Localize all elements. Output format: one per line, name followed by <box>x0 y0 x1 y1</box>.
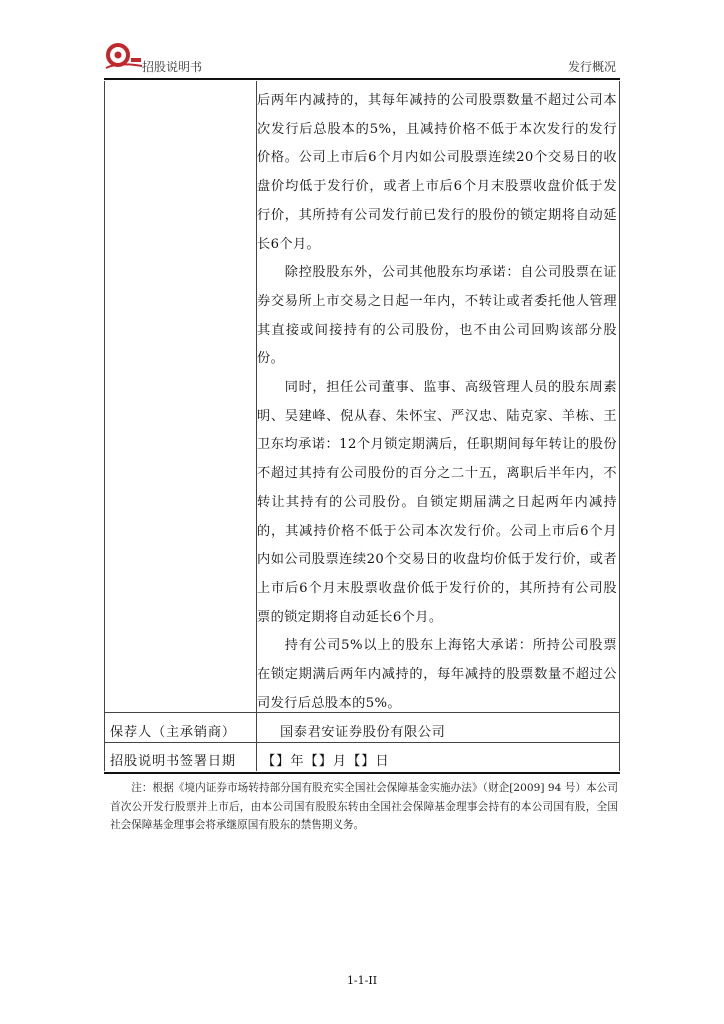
table-row-divider <box>104 742 620 743</box>
footnote: 注：根据《境内证券市场转持部分国有股充实全国社会保障基金实施办法》（财企[2009] 94 号）本公司首次公开发行股票并上市后，由本公司国有股股东转由全国社会保障基金理事会持有的本公司国有股，全国社会保障基金理事会将承继原国有股东的禁售期义务。 <box>110 782 618 831</box>
header-divider <box>104 78 620 80</box>
table-bottom-border <box>104 772 620 774</box>
section-title: 发行概况 <box>567 60 616 74</box>
paragraph-major-shareholder: 持有公司5%以上的股东上海铭大承诺：所持公司股票在锁定期满后两年内减持的，每年减持的股票数量不超过公司发行后总股本的5%。 <box>257 638 617 711</box>
page-number: 1-1-II <box>346 974 378 987</box>
signing-date-label: 招股说明书签署日期 <box>110 754 236 769</box>
document-title: 招股说明书 <box>142 60 203 74</box>
company-logo-icon <box>104 42 144 72</box>
signing-date-value: 【】年【】月【】日 <box>262 754 390 769</box>
sponsor-value: 国泰君安证券股份有限公司 <box>280 725 446 740</box>
paragraph-directors: 同时，担任公司董事、监事、高级管理人员的股东周素明、吴建峰、倪从春、朱怀宝、严汉忠、陆克家、羊栋、王卫东均承诺：12个月锁定期满后，任职期间每年转让的股份不超过其持有公司股份的百分之二十五，离职后半年内，不转让其持有的公司股份。自锁定期届满之日起两年内减持的，其减持价格不低于公司本次发行价。公司上市后6个月内如公司股票连续20个交易日的收盘均价低于发行价，或者上市后6个月末股票收盘价低于发行价的，其所持有公司股票的锁定期将自动延长6个月。 <box>257 380 617 625</box>
table-row-divider <box>104 712 620 713</box>
lockup-commitments-cell <box>257 87 617 718</box>
sponsor-label: 保荐人（主承销商） <box>110 725 236 740</box>
paragraph-continuation: 后两年内减持的，其每年减持的公司股票数量不超过公司本次发行后总股本的5%，且减持价格不低于本次发行的发行价格。公司上市后6个月内如公司股票连续20个交易日的收盘价均低于发行价，或者上市后6个月末股票收盘价低于发行价，其所持有公司发行前已发行的股份的锁定期将自动延长6个月。 <box>257 93 617 252</box>
paragraph-other-shareholders: 除控股股东外，公司其他股东均承诺：自公司股票在证券交易所上市交易之日起一年内，不转让或者委托他人管理其直接或间接持有的公司股份，也不由公司回购该部分股份。 <box>257 265 617 367</box>
page-header <box>104 38 620 78</box>
